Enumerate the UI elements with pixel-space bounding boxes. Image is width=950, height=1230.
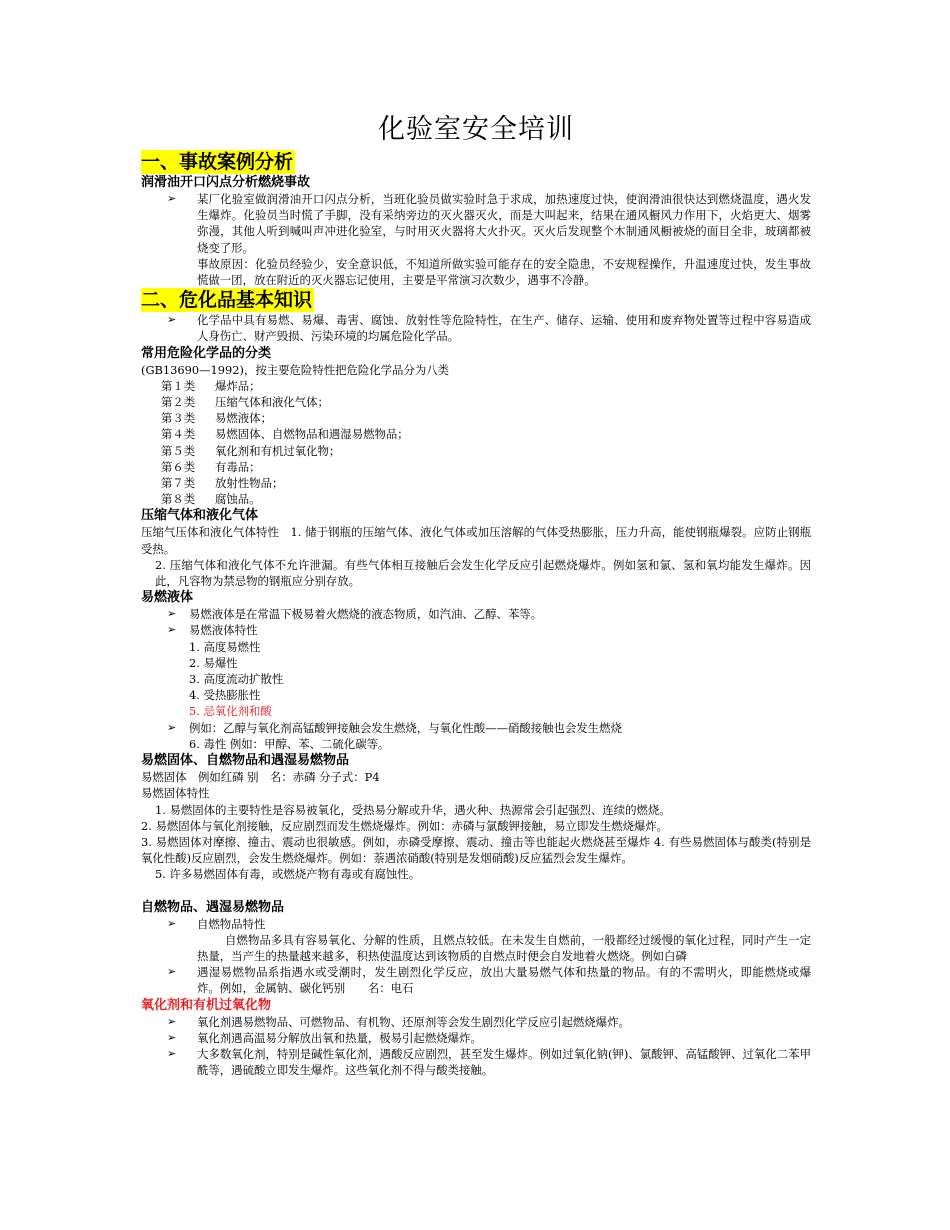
- class-item: 第７类 放射性物品；: [161, 476, 284, 491]
- arrow-bullet-icon: ➢: [167, 1030, 177, 1044]
- class-item: 第３类 易燃液体；: [161, 411, 272, 426]
- arrow-bullet-icon: ➢: [167, 192, 177, 205]
- accident-cause: 事故原因：化验员经验少，安全意识低，不知道所做实验可能存在的安全隐患，不安规程操作，升温速度过快，发生事故慌做一团，放在附近的灭火器忘记使用，主要是平常演习次数少，遇事不冷静。: [197, 256, 811, 288]
- class-item: 第１类 爆炸品；: [161, 378, 261, 393]
- liquid-item-highlight: 5. 忌氧化剂和酸: [189, 704, 272, 719]
- bullet-oxidizer-3: ➢ 大多数氧化剂，特别是碱性氧化剂，遇酸反应剧烈，甚至发生爆炸。例如过氧化钠(钾)、氯酸钾、高锰酸钾、过氧化二苯甲酰等，遇硫酸立即发生爆炸。这些氧化剂不得与酸类接触。: [167, 1046, 811, 1078]
- liquid-item: 2. 易爆性: [189, 655, 238, 670]
- arrow-bullet-icon: ➢: [167, 313, 177, 327]
- liquid-item: 1. 高度易燃性: [189, 639, 261, 654]
- classification-list: [141, 378, 811, 508]
- page-title: 化验室安全培训: [378, 114, 574, 145]
- arrow-bullet-icon: ➢: [167, 1014, 177, 1028]
- solid-example: 易燃固体 例如红磷 别 名：赤磷 分子式：P4: [141, 770, 380, 785]
- bullet-liquid-characteristics: ➢ 易燃液体特性: [167, 623, 258, 638]
- class-item: 第６类 有毒品；: [161, 459, 261, 474]
- arrow-bullet-icon: ➢: [167, 1046, 177, 1060]
- class-item: 第８类 腐蚀品。: [161, 492, 261, 507]
- arrow-bullet-icon: ➢: [167, 965, 177, 979]
- subheading-spontaneous: 自燃物品、遇湿易燃物品: [141, 899, 285, 915]
- bullet-oxidizer-1: ➢ 氧化剂遇易燃物品、可燃物品、有机物、还原剂等会发生剧烈化学反应引起燃烧爆炸。: [167, 1014, 630, 1029]
- bullet-water-reactive: ➢ 遇湿易燃物品系指遇水或受潮时，发生剧烈化学反应，放出大量易燃气体和热量的物品。有的不需明火，即能燃烧或爆炸。例如，金属钠、碳化钙别 名：电石: [167, 965, 811, 996]
- bullet-oxidizer-2: ➢ 氧化剂遇高温易分解放出氧和热量，极易引起燃烧爆炸。: [167, 1030, 482, 1045]
- spontaneous-text: 自燃物品多具有容易氧化、分解的性质，且燃点较低。在未发生自燃前，一般都经过缓慢的氧化过程，同时产生一定热量，当产生的热量越来越多，积热使温度达到该物质的自燃点时便会自发地着火燃烧。例如白磷: [197, 932, 811, 963]
- class-item: 第４类 易燃固体、自燃物品和遇湿易燃物品；: [161, 427, 409, 442]
- subheading-oxidizers: 氧化剂和有机过氧化物: [141, 997, 272, 1013]
- solid-paragraph-4: 5. 许多易燃固体有毒，或燃烧产物有毒或有腐蚀性。: [155, 867, 421, 882]
- accident-text: 某厂化验室做润滑油开口闪点分析，当班化验员做实验时急于求成，加热速度过快，使润滑油很快达到燃烧温度，遇火发生爆炸。化验员当时慌了手脚，没有采纳旁边的灭火器灭火，而是大叫起来，结果在通风橱风力作用下，火焰更大、烟雾弥漫，其他人听到喊叫声冲进化验室，与时用灭火器将大火扑灭。灭火后发现整个木制通风橱被烧的面目全非，玻璃都被烧变了形。: [197, 192, 811, 255]
- class-item: 第２类 压缩气体和液化气体；: [161, 395, 329, 410]
- gas-paragraph-1: 压缩气压体和液化气体特性 1. 储于钢瓶的压缩气体、液化气体或加压溶解的气体受热膨胀，压力升高，能使钢瓶爆裂。应防止钢瓶受热。: [141, 525, 811, 556]
- bullet-liquid-definition: ➢ 易燃液体是在常温下极易着火燃烧的液态物质，如汽油、乙醇、苯等。: [167, 607, 543, 622]
- class-item: 第５类 氧化剂和有机过氧化物；: [161, 443, 341, 458]
- hazchem-definition-text: 化学品中具有易燃、易爆、毒害、腐蚀、放射性等危险特性，在生产、储存、运输、使用和废弃物处置等过程中容易造成人身伤亡、财产毁损、污染环境的均属危险化学品。: [197, 313, 811, 344]
- document-page: [141, 110, 811, 1078]
- bullet-spontaneous-characteristics: ➢ 自燃物品特性: [167, 916, 266, 931]
- section-heading-hazchem: 二、危化品基本知识: [141, 289, 313, 312]
- solid-paragraph-2: 2. 易燃固体与氧化剂接触，反应剧烈而发生燃烧爆炸。例如：赤磷与氯酸钾接触，易立即发生燃烧爆炸。: [141, 818, 669, 833]
- solid-paragraph-3: 3. 易燃固体对摩擦、撞击、震动也很敏感。例如，赤磷受摩擦、震动、撞击等也能起火燃烧甚至爆炸 4. 有些易燃固体与酸类(特别是氧化性酸)反应剧烈，会发生燃烧爆炸。例如：萘遇浓硝酸(特别是发烟硝酸)反应猛烈会发生爆炸。: [141, 834, 811, 866]
- solid-characteristics-label: 易燃固体特性: [141, 786, 210, 801]
- classification-intro: (GB13690—1992)，按主要危险特性把危险化学品分为八类: [141, 362, 450, 377]
- section-heading-accident: 一、事故案例分析: [141, 151, 294, 173]
- bullet-hazchem-definition: [141, 312, 811, 344]
- subheading-compressed-gas: 压缩气体和液化气体: [141, 508, 259, 524]
- arrow-bullet-icon: ➢: [167, 623, 177, 637]
- gas-paragraph-2: 2. 压缩气体和液化气体不允许泄漏。有些气体相互接触后会发生化学反应引起燃烧爆炸。例如氢和氯、氢和氧均能发生爆炸。因此，凡容物为禁忌物的钢瓶应分别存放。: [155, 557, 811, 589]
- solid-paragraph-1: 1. 易燃固体的主要特性是容易被氧化，受热易分解或升华，遇火种、热源常会引起强烈、连续的燃烧。: [155, 802, 671, 817]
- subheading-flammable-liquid: 易燃液体: [141, 590, 194, 606]
- arrow-bullet-icon: ➢: [167, 916, 177, 930]
- arrow-bullet-icon: ➢: [167, 720, 177, 734]
- liquid-item: 3. 高度流动扩散性: [189, 672, 284, 687]
- subheading-oil-fire: 润滑油开口闪点分析燃烧事故: [141, 175, 311, 190]
- liquid-item: 6. 毒性 例如：甲醇、苯、二硫化碳等。: [189, 736, 390, 751]
- arrow-bullet-icon: ➢: [167, 607, 177, 621]
- subheading-classification: 常用危险化学品的分类: [141, 345, 272, 361]
- spacer: [141, 883, 811, 899]
- subheading-flammable-solid: 易燃固体、自燃物品和遇湿易燃物品: [141, 753, 350, 769]
- bullet-liquid-example: ➢ 例如：乙醇与氧化剂高锰酸钾接触会发生燃烧，与氧化性酸——硝酸接触也会发生燃烧: [167, 720, 622, 735]
- liquid-item: 4. 受热膨胀性: [189, 688, 261, 703]
- bullet-accident-description: [141, 191, 811, 256]
